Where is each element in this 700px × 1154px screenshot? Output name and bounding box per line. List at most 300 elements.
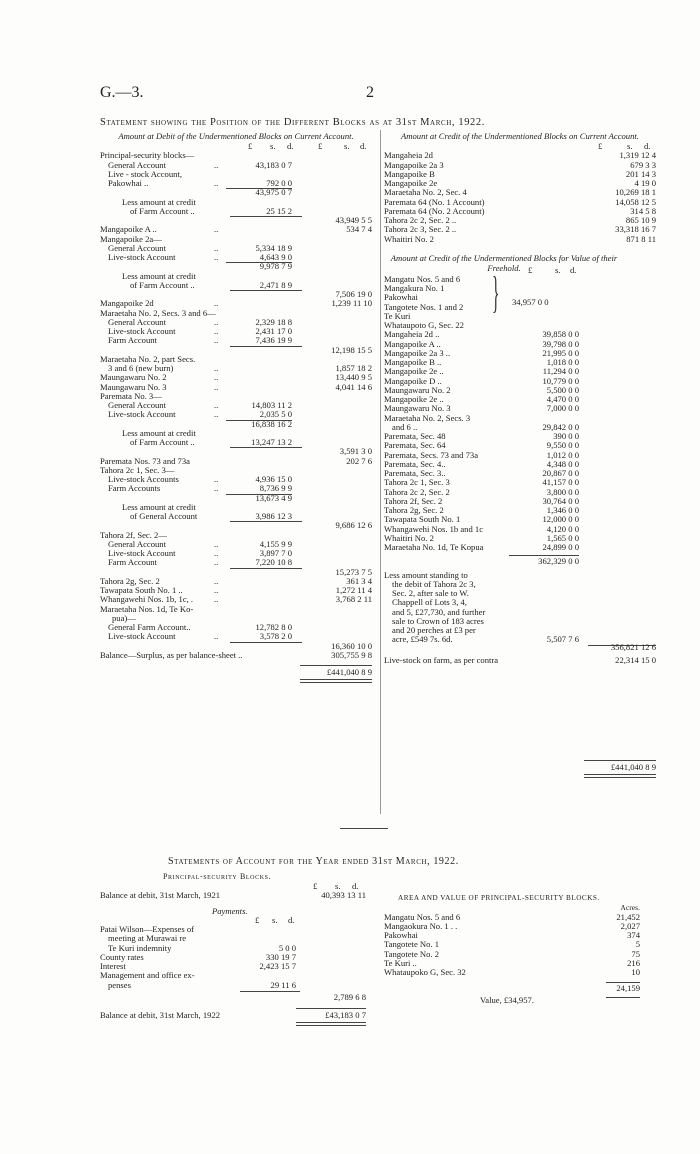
debit-row-label: of General Account: [130, 511, 198, 521]
debit-row: [100, 253, 372, 262]
debit-row-label: General Account: [108, 538, 166, 549]
subtotal-rule: [230, 568, 302, 569]
freehold-row: [384, 414, 656, 423]
debit-row: [100, 179, 372, 188]
section-separator: [340, 828, 388, 829]
closing-amount: £43,183 0 7: [325, 1010, 366, 1020]
currency-pence: d.: [360, 141, 367, 151]
area-acres: 374: [627, 930, 640, 940]
debit-row: [100, 207, 372, 216]
total-rule: [300, 665, 372, 666]
debit-subamount: 5,334 18 9: [255, 242, 292, 253]
debit-row-label: Pakowhai ..: [108, 178, 149, 188]
freehold-amount: 7,000 0 0: [546, 403, 579, 414]
freehold-pence: d.: [570, 264, 577, 275]
freehold-row-label: Tahora 2f, Sec. 2: [384, 495, 443, 506]
payment-amount: 29 11 6: [270, 979, 296, 990]
brace-row-label: Pakowhai: [384, 292, 418, 303]
debit-subamount: 43,975 0 7: [255, 187, 292, 198]
closing-rule: [296, 1008, 366, 1009]
area-row: [384, 968, 640, 977]
freehold-row-label: Mangaheia 2d ..: [384, 329, 440, 340]
freehold-amount: 41,157 0 0: [542, 477, 579, 488]
debit-subamount: 43,183 0 7: [255, 159, 292, 170]
debit-subamount: 4,155 9 9: [259, 538, 292, 549]
freehold-amount: 12,000 0 0: [542, 514, 579, 525]
debit-row-label: Live-stock Account: [108, 326, 176, 336]
livestock-row: [384, 656, 656, 665]
debit-row-label: Paremata No. 3—: [100, 390, 162, 401]
freehold-row-label: and 6 ..: [392, 421, 418, 432]
freehold-row-label: Paremata, Sec. 64: [384, 440, 446, 451]
freehold-amount: 21,995 0 0: [542, 347, 579, 358]
freehold-row-label: Mangapoike 2a 3 ..: [384, 347, 451, 358]
less-line-text: and 5, £27,730, and further: [392, 606, 486, 617]
credit-row-label: Tahora 2c 3, Sec. 2 ..: [384, 224, 457, 235]
area-double-rule: [606, 997, 640, 998]
freehold-row-label: Mangapoike A ..: [384, 338, 441, 349]
opening-amount: 40,393 13 11: [321, 890, 366, 901]
subtotal-rule: [230, 216, 302, 217]
area-title: AREA AND VALUE OF PRINCIPAL-SECURITY BLOCKS.: [398, 894, 600, 902]
debit-subamount: 25 15 2: [266, 205, 292, 216]
debit-row-label: Live-stock Account: [108, 631, 176, 642]
freehold-shilling: s.: [555, 264, 561, 275]
subtotal-rule: [230, 290, 302, 291]
credit-row-label: Whaitiri No. 2: [384, 233, 434, 244]
payment-rows: [100, 925, 366, 990]
freehold-amount: 4,470 0 0: [546, 394, 579, 404]
payments-rule: [240, 991, 300, 992]
debit-row-label: General Account: [108, 242, 166, 253]
total-rule: [584, 760, 656, 761]
leader-dots: ..: [214, 372, 219, 383]
freehold-row-label: Paremata, Sec. 4..: [384, 458, 446, 469]
credit-amount: 314 5 8: [630, 205, 656, 216]
area-label: Mangaokura No. 1 . .: [384, 920, 458, 931]
leader-dots: ..: [214, 252, 219, 262]
credit-row-label: Mangapoike 2e: [384, 178, 438, 188]
freehold-amount: 1,018 0 0: [546, 357, 579, 367]
debit-row-label: Tahora 2c 1, Sec. 3—: [100, 464, 175, 475]
freehold-row-label: Maraetaha No. 1d, Te Kopua: [384, 542, 484, 552]
brace-row-label: Tangotete Nos. 1 and 2: [384, 301, 464, 312]
area-title-row: [384, 894, 640, 903]
credit-row-label: Maraetaha No. 2, Sec. 4: [384, 187, 467, 198]
leader-dots: ..: [214, 224, 219, 235]
credit-row-label: Paremata 64 (No. 1 Account): [384, 196, 485, 207]
debit-subamount: 2,329 18 8: [255, 316, 292, 327]
debit-row-label: of Farm Account ..: [130, 279, 195, 290]
freehold-brace-group: [384, 264, 656, 331]
area-row: [384, 950, 640, 959]
freehold-rows: [384, 330, 656, 552]
freehold-amount: 20,867 0 0: [542, 468, 579, 478]
area-total-row: [384, 984, 640, 993]
area-rows: [384, 913, 640, 978]
freehold-row-label: Mangapoike D ..: [384, 375, 442, 386]
debit-row-label: Tawapata South No. 1 ..: [100, 585, 183, 595]
debit-row: [100, 558, 372, 567]
area-section: [384, 894, 640, 1005]
subtotal-rule: [226, 262, 292, 263]
debit-rows: [100, 151, 372, 660]
debit-row-label: General Farm Account..: [108, 622, 191, 632]
payment-amount: 330 19 7: [265, 951, 296, 962]
freehold-row-label: Maraetaha No. 2, Secs. 3: [384, 412, 471, 423]
debit-row-label: Live-stock Account: [108, 252, 176, 262]
debit-row-label: Less amount at credit: [122, 427, 196, 438]
freehold-amount: 10,779 0 0: [542, 375, 579, 386]
credit-amount: 10,269 18 1: [615, 187, 656, 198]
payment-label: Patai Wilson—Expenses of: [100, 924, 195, 934]
credit-row-label: Mangapoike B: [384, 168, 435, 179]
debit-amount: 202 7 6: [346, 455, 372, 466]
leader-dots: ..: [214, 363, 219, 373]
leader-dots: ..: [214, 242, 219, 253]
credit-amount: 14,058 12 5: [615, 196, 656, 207]
leader-dots: ..: [214, 575, 219, 586]
closing-double-rule: [296, 1022, 366, 1026]
freehold-row-label: Paremata, Sec. 48: [384, 431, 446, 441]
debit-amount: 13,440 9 5: [335, 372, 372, 383]
debit-row-label: Paremata Nos. 73 and 73a: [100, 455, 190, 466]
debit-heading: Amount at Debit of the Undermentioned Blocks on Current Account.: [118, 131, 354, 141]
currency-pound: £: [318, 141, 323, 151]
leader-dots: ..: [214, 585, 219, 595]
area-value: Value, £34,957.: [480, 994, 534, 1005]
debit-row-label: Less amount at credit: [122, 270, 196, 281]
debit-row-label: of Farm Account ..: [130, 205, 195, 216]
debit-amount: 7,506 19 0: [335, 289, 372, 299]
accounts-subtitle: Principal-security Blocks.: [163, 872, 272, 881]
payment-amount: 5 0 0: [278, 942, 296, 953]
subtotal-rule: [230, 346, 302, 347]
freehold-amount: 1,012 0 0: [546, 449, 579, 460]
freehold-row-label: Tahora 2c 1, Sec. 3: [384, 477, 450, 488]
area-acres: 75: [631, 948, 640, 959]
debit-row-label: General Account: [108, 400, 166, 410]
freehold-amount: 1,346 0 0: [546, 505, 579, 515]
freehold-amount: 39,858 0 0: [542, 329, 579, 340]
debit-row-label: Farm Account: [108, 557, 157, 568]
debit-row: [100, 651, 372, 660]
leader-dots: ..: [214, 409, 219, 420]
leader-dots: ..: [214, 316, 219, 327]
less-line-text: and 20 perches at £3 per: [392, 625, 476, 635]
currency-shilling: s.: [270, 141, 276, 151]
freehold-row: [384, 543, 656, 552]
closing-balance-row: [100, 1011, 366, 1025]
area-value-row: [384, 996, 640, 1005]
currency-pound: £: [313, 881, 318, 891]
currency-pound: £: [248, 141, 253, 151]
accounts-section: [100, 882, 366, 1025]
credit-amount: 201 14 3: [625, 168, 656, 179]
area-total: 24,159: [616, 983, 640, 994]
debit-subamount: 2,035 5 0: [259, 409, 292, 420]
payment-label: Te Kuri indemnity: [108, 942, 172, 953]
currency-pound: £: [255, 914, 260, 925]
leader-dots: ..: [214, 159, 219, 170]
livestock-label: Live-stock on farm, as per contra: [384, 654, 499, 665]
credit-total: £441,040 8 9: [610, 762, 656, 772]
payment-label: meeting at Murawai re: [108, 933, 187, 944]
freehold-row-label: Tahora 2c 2, Sec. 2: [384, 486, 450, 497]
debit-subamount: 16,838 16 2: [251, 418, 292, 429]
less-description: [384, 571, 656, 654]
debit-amount: 9,686 12 6: [335, 520, 372, 531]
credit-heading: Amount at Credit of the Undermentioned Blocks on Current Account.: [401, 131, 639, 141]
debit-amount: 3,768 2 11: [335, 594, 372, 605]
freehold-amount: 4,120 0 0: [546, 523, 579, 534]
payment-row: [100, 971, 366, 980]
payment-amount: 2,423 15 7: [259, 961, 296, 971]
debit-row-label: General Account: [108, 316, 166, 327]
credit-amount: 33,318 16 7: [615, 224, 656, 235]
brace-row-label: Mangakura No. 1: [384, 283, 445, 293]
freehold-row-label: Paremata, Sec. 3..: [384, 468, 446, 478]
freehold-amount: 5,500 0 0: [546, 384, 579, 395]
net-row: [384, 641, 656, 654]
subtotal-rule: [226, 420, 292, 421]
credit-section: [384, 131, 656, 777]
subtotal-rule: [226, 494, 292, 495]
leader-dots: ..: [214, 557, 219, 568]
opening-balance-row: [100, 891, 366, 900]
currency-shilling: s.: [335, 881, 341, 891]
debit-amount: 4,041 14 6: [335, 381, 372, 392]
debit-amount: 534 7 4: [346, 224, 372, 235]
leader-dots: ..: [214, 594, 219, 605]
debit-subamount: 2,471 8 9: [259, 279, 292, 290]
page-number: 2: [366, 84, 374, 101]
debit-row-label: Principal-security blocks—: [100, 150, 195, 161]
debit-amount: 305,755 9 8: [331, 649, 372, 660]
debit-amount: 361 3 4: [346, 575, 372, 586]
currency-pence: d.: [644, 141, 651, 151]
currency-shilling: s.: [344, 141, 350, 151]
debit-row-label: Maraetaha Nos. 1d, Te Ko-: [100, 603, 194, 614]
credit-rows: [384, 151, 656, 244]
debit-subamount: 3,986 12 3: [255, 511, 292, 521]
livestock-amount: 22,314 15 0: [615, 654, 656, 665]
freehold-amount: 3,800 0 0: [546, 486, 579, 497]
freehold-amount: 9,550 0 0: [546, 440, 579, 451]
freehold-amount: 39,798 0 0: [542, 338, 579, 349]
debit-row-label: Mangapoike 2a—: [100, 233, 162, 244]
total-double-rule: [300, 679, 372, 683]
debit-row: [100, 484, 372, 493]
freehold-row-label: Tawapata South No. 1: [384, 514, 461, 525]
less-line-text: the debit of Tahora 2c 3,: [392, 578, 476, 589]
debit-row-label: Farm Accounts: [108, 483, 161, 494]
freehold-row-label: Whangawehi Nos. 1b and 1c: [384, 523, 484, 534]
brace-symbol: }: [492, 267, 500, 317]
debit-amount: 43,949 5 5: [335, 215, 372, 225]
freehold-row-label: Paremata, Secs. 73 and 73a: [384, 449, 479, 460]
payment-label: Management and office ex-: [100, 970, 195, 981]
area-unit: Acres.: [620, 903, 640, 913]
debit-total-row: [100, 668, 372, 682]
debit-row-label: Mangapoike 2d: [100, 298, 154, 309]
freehold-row-label: Mangapoike 2e ..: [384, 394, 444, 404]
brace-amount: 34,957 0 0: [512, 296, 549, 307]
subtotal-rule: [226, 188, 292, 189]
credit-amount: 865 10 9: [625, 215, 656, 225]
brace-row-label: Whataupoto G, Sec. 22: [384, 320, 464, 330]
freehold-amount: 29,842 0 0: [542, 421, 579, 432]
credit-row-label: Paremata 64 (No. 2 Account): [384, 205, 485, 216]
debit-subamount: 792 0 0: [266, 178, 292, 188]
debit-subamount: 2,431 17 0: [255, 326, 292, 336]
freehold-heading: Amount at Credit of the Undermentioned Blocks for Value of their Freehold.: [390, 252, 618, 273]
payment-label: County rates: [100, 951, 144, 962]
debit-amount: 1,857 18 2: [335, 363, 372, 373]
brace-row-label: Te Kuri: [384, 310, 411, 321]
credit-amount: 1,319 12 4: [619, 150, 656, 161]
currency-pence: d.: [288, 914, 295, 925]
debit-row-label: Maungawaru No. 2: [100, 372, 167, 383]
subtotal-rule: [230, 447, 302, 448]
subtotal-rule: [230, 521, 302, 522]
accounts-title: Statements of Account for the Year ended 31st March, 1922.: [168, 856, 459, 867]
freehold-amount: 1,565 0 0: [546, 532, 579, 543]
debit-row: [100, 281, 372, 290]
column-divider: [380, 130, 381, 814]
debit-amount: 1,272 11 4: [335, 585, 372, 595]
brace-row-label: Mangatu Nos. 5 and 6: [384, 273, 461, 284]
payment-label: penses: [108, 979, 131, 990]
leader-dots: ..: [214, 335, 219, 346]
debit-row-label: Mangapoike A ..: [100, 224, 157, 235]
freehold-row-label: Tahora 2g, Sec. 2: [384, 505, 444, 515]
freehold-pound: £: [528, 264, 533, 275]
freehold-row-label: Maungawaru No. 3: [384, 403, 451, 414]
area-label: Tangotete No. 2: [384, 948, 440, 959]
freehold-sum-row: [384, 557, 656, 566]
leader-dots: ..: [214, 631, 219, 642]
area-acres: 216: [627, 957, 640, 968]
debit-row-label: Farm Account: [108, 335, 157, 346]
debit-total: £441,040 8 9: [326, 667, 372, 677]
debit-subamount: 14,803 11 2: [251, 400, 292, 410]
opening-label: Balance at debit, 31st March, 1921: [100, 890, 221, 901]
leader-dots: ..: [214, 538, 219, 549]
payment-row: [100, 953, 366, 962]
credit-row: [384, 235, 656, 244]
debit-row-label: Maraetaha No. 2, Secs. 3 and 6—: [100, 307, 216, 318]
debit-amount: 3,591 3 0: [339, 446, 372, 457]
debit-row-label: Maraetaha No. 2, part Secs.: [100, 353, 196, 364]
leader-dots: ..: [214, 548, 219, 558]
subtotal-rule: [230, 642, 302, 643]
payment-row: [100, 981, 366, 990]
debit-row: [100, 438, 372, 447]
leader-dots: ..: [214, 298, 219, 309]
freehold-amount: 11,294 0 0: [542, 366, 579, 377]
total-double-rule: [584, 774, 656, 778]
area-acres: 10: [631, 967, 640, 977]
leader-dots: ..: [214, 483, 219, 494]
debit-row: [100, 605, 372, 614]
currency-pence: d.: [287, 141, 294, 151]
debit-amount: 16,360 10 0: [331, 640, 372, 651]
debit-row-label: of Farm Account ..: [130, 437, 195, 447]
debit-subamount: 4,936 15 0: [255, 474, 292, 484]
debit-subamount: 3,897 7 0: [259, 548, 292, 558]
debit-amount: 15,273 7 5: [335, 566, 372, 577]
net-amount: 356,821 12 6: [610, 641, 656, 652]
area-label: Mangatu Nos. 5 and 6: [384, 911, 461, 922]
payments-heading-row: [100, 907, 366, 916]
credit-row-label: Tahora 2c 2, Sec. 2 ..: [384, 215, 457, 225]
credit-amount: 871 8 11: [626, 233, 656, 244]
credit-amount: 4 19 0: [634, 178, 656, 188]
debit-row-label: Live - stock Account,: [108, 168, 182, 179]
debit-row-label: Less amount at credit: [122, 501, 196, 512]
debit-row-label: 3 and 6 (new burn): [108, 363, 174, 373]
less-line-text: acre, £549 7s. 6d.: [392, 634, 453, 645]
freehold-sum: 362,329 0 0: [538, 556, 579, 567]
debit-subamount: 4,643 9 0: [259, 252, 292, 262]
area-acres: 21,452: [616, 911, 640, 922]
less-line-text: Chappell of Lots 3, 4,: [392, 597, 467, 608]
currency-pence: d.: [352, 881, 359, 891]
debit-row: [100, 512, 372, 521]
freehold-row-label: Maungawaru No. 2: [384, 384, 451, 395]
area-label: Tangotete No. 1: [384, 939, 440, 950]
less-line-text: Less amount standing to: [384, 569, 468, 580]
debit-row-label: Tahora 2g, Sec. 2: [100, 575, 160, 586]
debit-amount: 12,198 15 5: [331, 344, 372, 355]
debit-row-label: Whangawehi Nos. 1b, 1c, .: [100, 594, 194, 605]
credit-amount: 679 3 3: [630, 159, 656, 170]
freehold-row-label: Mangapoike B ..: [384, 357, 442, 367]
credit-row-label: Mangaheia 2d: [384, 150, 433, 161]
debit-row-label: Live-stock Account: [108, 548, 176, 558]
debit-amount: 1,239 11 10: [331, 298, 372, 309]
payments-total-row: [100, 993, 366, 1002]
area-label: Pakowhai: [384, 930, 418, 940]
less-line-text: sale to Crown of 183 acres: [392, 615, 484, 626]
statement-title: Statement showing the Position of the Different Blocks as at 31st March, 1922.: [100, 117, 485, 128]
payment-label: Interest: [100, 961, 126, 971]
debit-row-label: Maungawaru No. 3: [100, 381, 167, 392]
debit-row-label: Live-stock Account: [108, 409, 176, 420]
brace-row: [384, 284, 656, 293]
currency-shilling: s.: [272, 914, 278, 925]
freehold-amount: 390 0 0: [553, 431, 579, 441]
leader-dots: ..: [214, 474, 219, 484]
freehold-row-label: Whaitiri No. 2: [384, 532, 434, 543]
freehold-amount: 24,899 0 0: [542, 542, 579, 552]
freehold-row-label: Mangapoike 2e ..: [384, 366, 444, 377]
debit-row-label: Balance—Surplus, as per balance-sheet ..: [100, 649, 243, 660]
debit-subamount: 12,782 8 0: [255, 622, 292, 632]
credit-row-label: Mangapoike 2a 3: [384, 159, 444, 170]
debit-subamount: 7,436 19 9: [255, 335, 292, 346]
debit-subamount: 3,578 2 0: [259, 631, 292, 642]
debit-subamount: 7,220 10 8: [255, 557, 292, 568]
debit-row: [100, 410, 372, 419]
area-label: Te Kuri ..: [384, 957, 417, 968]
debit-subamount: 8,736 9 9: [259, 483, 292, 494]
debit-subamount: 13,673 4 9: [255, 492, 292, 503]
debit-section: [100, 131, 372, 682]
area-acres: 2,027: [620, 920, 640, 931]
currency-shilling: s.: [627, 141, 633, 151]
